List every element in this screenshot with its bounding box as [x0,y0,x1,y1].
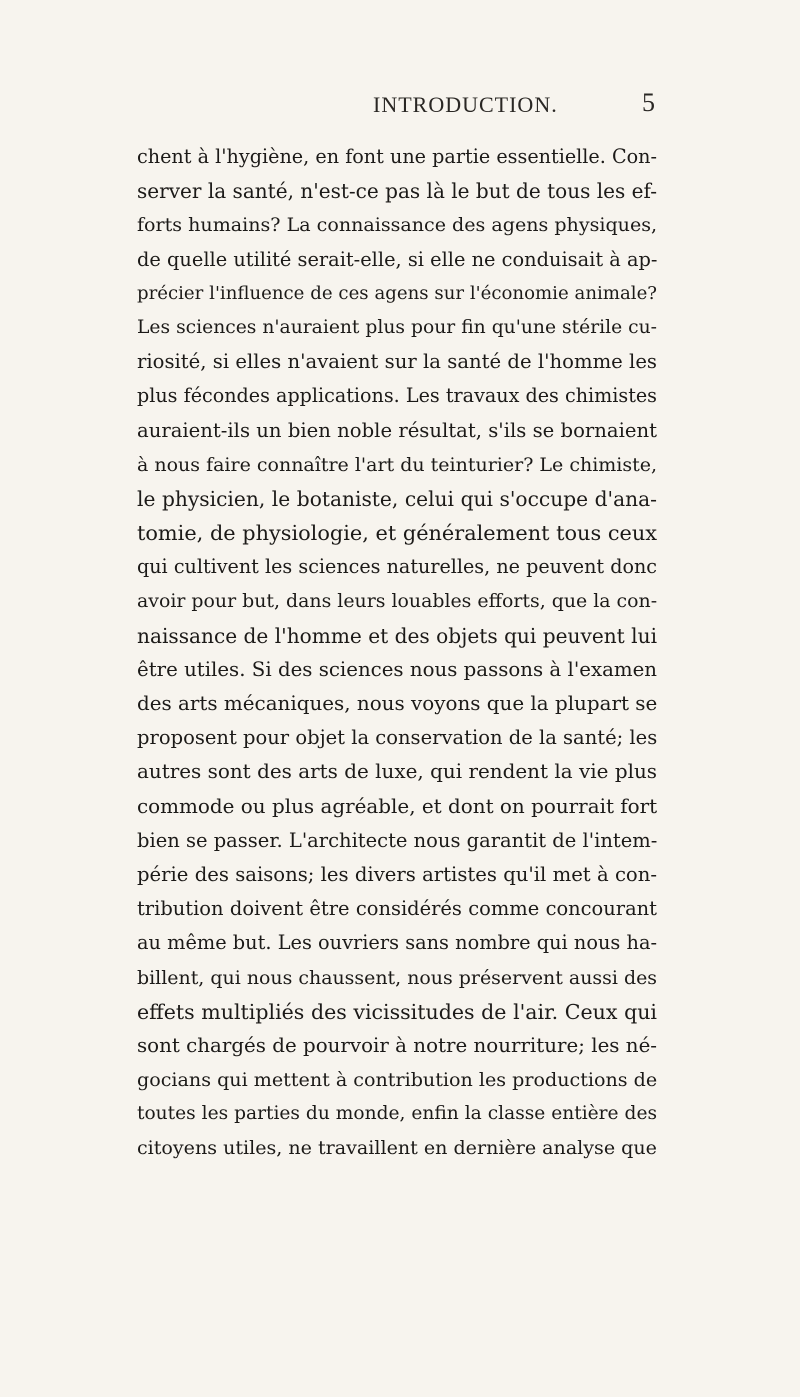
text-line: billent, qui nous chaussent, nous préservent aussi des [137,966,657,989]
text-line: avoir pour but, dans leurs louables efforts, que la con- [137,590,658,613]
text-line: tribution doivent être considérés comme concourant [137,897,657,921]
text-line: forts humains? La connaissance des agens physiques, [137,214,658,237]
text-line: le physicien, le botaniste, celui qui s'occupe d'ana- [137,486,657,511]
text-line: précier l'influence de ces agens sur l'économie animale? [137,282,657,304]
text-line: server la santé, n'est-ce pas là le but de tous les ef- [137,179,657,204]
text-line: proposent pour objet la conservation de la santé; les [137,726,658,750]
text-line: des arts mécaniques, nous voyons que la plupart se [137,692,658,715]
text-line: qui cultivent les sciences naturelles, ne peuvent donc [137,555,657,579]
text-line: être utiles. Si des sciences nous passons à l'examen [137,657,657,681]
text-line: sont chargés de pourvoir à notre nourriture; les né- [137,1033,657,1057]
body-text [137,140,657,1166]
text-line: gocians qui mettent à contribution les productions de [137,1068,658,1092]
text-line: à nous faire connaître l'art du teinturier? Le chimiste, [137,453,658,476]
page-number: 5 [642,88,655,117]
text-line: de quelle utilité serait-elle, si elle ne conduisait à ap- [137,247,658,271]
text-line: auraient-ils un bien noble résultat, s'ils se bornaient [137,418,657,442]
text-line: commode ou plus agréable, et dont on pourrait fort [137,794,658,818]
text-line: bien se passer. L'architecte nous garantit de l'intem- [137,828,658,852]
running-head: INTRODUCTION. [373,92,558,117]
text-line: chent à l'hygiène, en font une partie essentielle. Con- [137,145,657,168]
text-line: citoyens utiles, ne travaillent en dernière analyse que [137,1137,657,1160]
text-line: autres sont des arts de luxe, qui rendent la vie plus [137,760,657,784]
text-line: effets multipliés des vicissitudes de l'air. Ceux qui [137,999,657,1024]
text-line: toutes les parties du monde, enfin la classe entière des [137,1103,657,1125]
text-line: périe des saisons; les divers artistes qu'il met à con- [137,862,657,886]
text-line: naissance de l'homme et des objets qui peuvent lui [137,623,657,648]
text-line: tomie, de physiologie, et généralement tous ceux [137,521,657,546]
text-line: Les sciences n'auraient plus pour fin qu'une stérile cu- [137,316,657,338]
text-line: au même but. Les ouvriers sans nombre qui nous ha- [137,931,657,955]
text-line: plus fécondes applications. Les travaux des chimistes [137,384,657,408]
text-line: riosité, si elles n'avaient sur la santé de l'homme les [137,350,657,374]
